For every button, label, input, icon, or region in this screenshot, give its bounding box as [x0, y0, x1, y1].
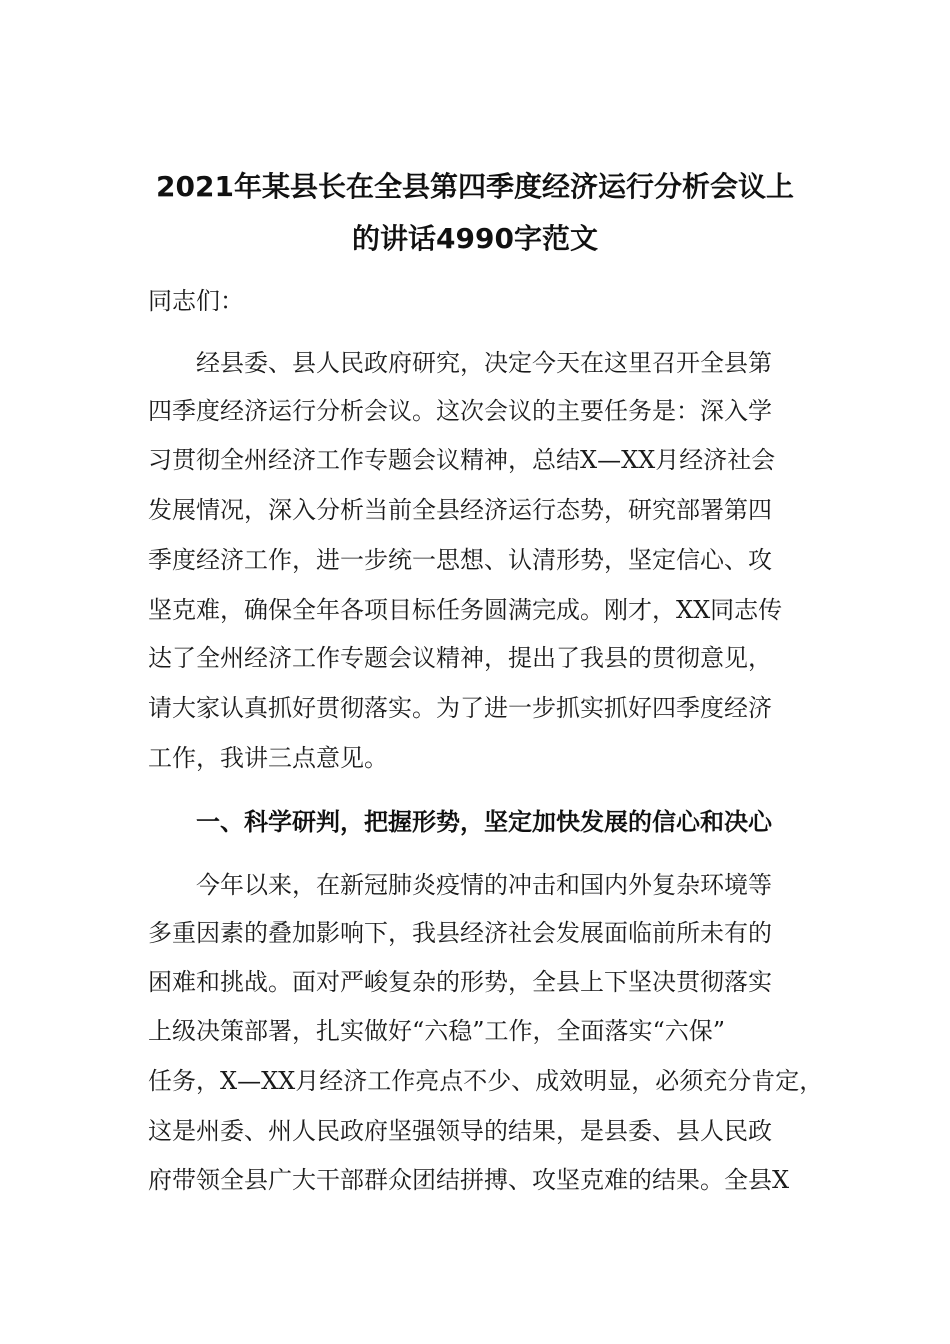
paragraph1-line-5: 季度经济工作，进一步统一思想、认清形势，坚定信心、攻 — [148, 546, 772, 574]
paragraph1-line-9: 工作，我讲三点意见。 — [148, 744, 388, 772]
document-title-line-2: 的讲话4990字范文 — [352, 222, 598, 255]
salutation: 同志们： — [148, 287, 244, 315]
paragraph1-line-7: 达了全州经济工作专题会议精神，提出了我县的贯彻意见， — [148, 644, 772, 672]
paragraph2-line-2: 多重因素的叠加影响下，我县经济社会发展面临前所未有的 — [148, 919, 772, 947]
paragraph2-line-6: 这是州委、州人民政府坚强领导的结果，是县委、县人民政 — [148, 1117, 772, 1145]
paragraph1-line-4: 发展情况，深入分析当前全县经济运行态势，研究部署第四 — [148, 496, 772, 524]
paragraph1-line-3: 习贯彻全州经济工作专题会议精神，总结X—XX月经济社会 — [148, 446, 776, 474]
section1-heading: 一、科学研判，把握形势，坚定加快发展的信心和决心 — [196, 808, 772, 836]
paragraph1-line-1: 经县委、县人民政府研究，决定今天在这里召开全县第 — [196, 349, 772, 377]
paragraph1-line-2: 四季度经济运行分析会议。这次会议的主要任务是：深入学 — [148, 397, 772, 425]
paragraph2-line-4: 上级决策部署，扎实做好“六稳”工作，全面落实“六保” — [148, 1017, 726, 1045]
paragraph2-line-3: 困难和挑战。面对严峻复杂的形势，全县上下坚决贯彻落实 — [148, 968, 772, 996]
paragraph2-line-5: 任务，X—XX月经济工作亮点不少、成效明显，必须充分肯定， — [148, 1067, 824, 1095]
document-title-line-1: 2021年某县长在全县第四季度经济运行分析会议上 — [156, 170, 794, 203]
paragraph2-line-1: 今年以来，在新冠肺炎疫情的冲击和国内外复杂环境等 — [196, 871, 772, 899]
paragraph1-line-8: 请大家认真抓好贯彻落实。为了进一步抓实抓好四季度经济 — [148, 694, 772, 722]
paragraph1-line-6: 坚克难，确保全年各项目标任务圆满完成。刚才，XX同志传 — [148, 596, 783, 624]
paragraph2-line-7: 府带领全县广大干部群众团结拼搏、攻坚克难的结果。全县X — [148, 1166, 790, 1194]
